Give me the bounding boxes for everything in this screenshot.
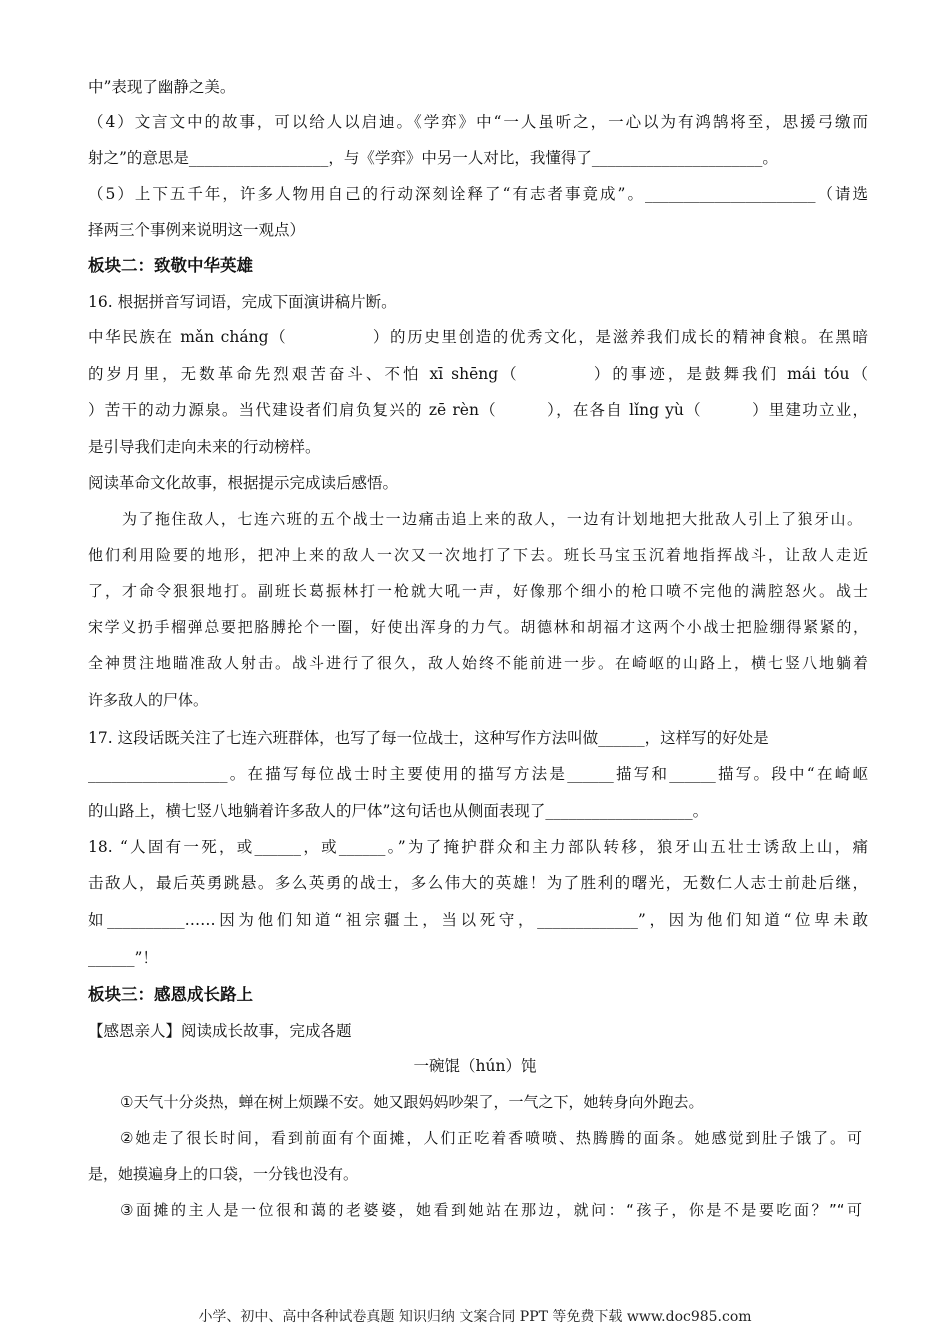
story-line: ①天气十分炎热，蝉在树上烦躁不安。她又跟妈妈吵架了，一气之下，她转身向外跑去。 — [120, 1093, 704, 1111]
text-line: ______”！ — [88, 949, 158, 967]
text-line: 中”表现了幽静之美。 — [88, 78, 236, 96]
text-line: __________________。在描写每位战士时主要使用的描写方法是______描写和______描写。段中“在崎岖 — [88, 765, 868, 783]
text-line: 的岁月里，无数革命先烈艰苦奋斗、不怕 xī shēng（ ）的事迹，是鼓舞我们 mái tóu（ — [88, 365, 868, 383]
page-footer: 小学、初中、高中各种试卷真题 知识归纳 文案合同 PPT 等免费下载 www.doc985.com — [198, 1309, 752, 1325]
text-line: （4）文言文中的故事，可以给人以启迪。《学弈》中“一人虽听之，一心以为有鸿鹄将至，思援弓缴而 — [88, 113, 868, 131]
story-line: 是，她摸遍身上的口袋，一分钱也没有。 — [88, 1165, 359, 1183]
story-line: 为了拖住敌人，七连六班的五个战士一边痛击追上来的敌人，一边有计划地把大批敌人引上了狼牙山。 — [122, 510, 862, 528]
story-line: 了，才命令狠狠地打。副班长葛振林打一枪就大吼一声，好像那个细小的枪口喷不完他的满腔怒火。战士 — [88, 582, 868, 600]
story-line: ②她走了很长时间，看到前面有个面摊，人们正吃着香喷喷、热腾腾的面条。她感觉到肚子饿了。可 — [120, 1129, 862, 1147]
story-line: 许多敌人的尸体。 — [88, 691, 209, 709]
text-line: 阅读革命文化故事，根据提示完成读后感悟。 — [88, 474, 399, 492]
story-line: ③面摊的主人是一位很和蔼的老婆婆，她看到她站在那边，就问：“孩子，你是不是要吃面？”“可 — [120, 1201, 862, 1219]
question-17: 17. 这段话既关注了七连六班群体，也写了每一位战士，这种写作方法叫做______，这样写的好处是 — [88, 729, 769, 747]
text-line: ）苦干的动力源泉。当代建设者们肩负复兴的 zē rèn（ ），在各自 lǐng yù（ ）里建功立业， — [88, 401, 868, 419]
story-line: 宋学义扔手榴弹总要把胳膊抡个一圈，好使出浑身的力气。胡德林和胡福才这两个小战士把脸绷得紧紧的， — [88, 618, 868, 636]
text-line: 如__________……因为他们知道“祖宗疆土，当以死守，_____________”，因为他们知道“位卑未敢 — [88, 911, 868, 929]
text-line: 射之”的意思是__________________，与《学弈》中另一人对比，我懂得了______________________。 — [88, 149, 778, 167]
text-line: 击敌人，最后英勇跳悬。多么英勇的战士，多么伟大的英雄！为了胜利的曙光，无数仁人志士前赴后继， — [88, 874, 868, 892]
text-line: 【感恩亲人】阅读成长故事，完成各题 — [88, 1022, 352, 1040]
story-line: 他们利用险要的地形，把冲上来的敌人一次又一次地打了下去。班长马宝玉沉着地指挥战斗，让敌人走近 — [88, 546, 868, 564]
story-line: 全神贯注地瞄准敌人射击。战斗进行了很久，敌人始终不能前进一步。在崎岖的山路上，横七竖八地躺着 — [88, 654, 868, 672]
story-title: 一碗馄（hún）饨 — [413, 1057, 537, 1075]
question-18: 18. “人固有一死，或______，或______。”为了掩护群众和主力部队转移，狼牙山五壮士诱敌上山，痛 — [88, 838, 868, 856]
text-line: 的山路上，横七竖八地躺着许多敌人的尸体”这句话也从侧面表现了___________________。 — [88, 802, 709, 820]
text-line: 择两三个事例来说明这一观点） — [88, 221, 306, 239]
section-heading: 板块二：致敬中华英雄 — [88, 256, 253, 275]
question-title: 16. 根据拼音写词语，完成下面演讲稿片断。 — [88, 293, 397, 311]
text-line: 是引导我们走向未来的行动榜样。 — [88, 438, 321, 456]
section-heading: 板块三：感恩成长路上 — [88, 985, 253, 1004]
text-line: （5）上下五千年，许多人物用自己的行动深刻诠释了“有志者事竟成”。______________________（请选 — [88, 185, 868, 203]
text-line: 中华民族在 mǎn cháng（ ）的历史里创造的优秀文化，是滋养我们成长的精神食粮。在黑暗 — [88, 328, 868, 346]
